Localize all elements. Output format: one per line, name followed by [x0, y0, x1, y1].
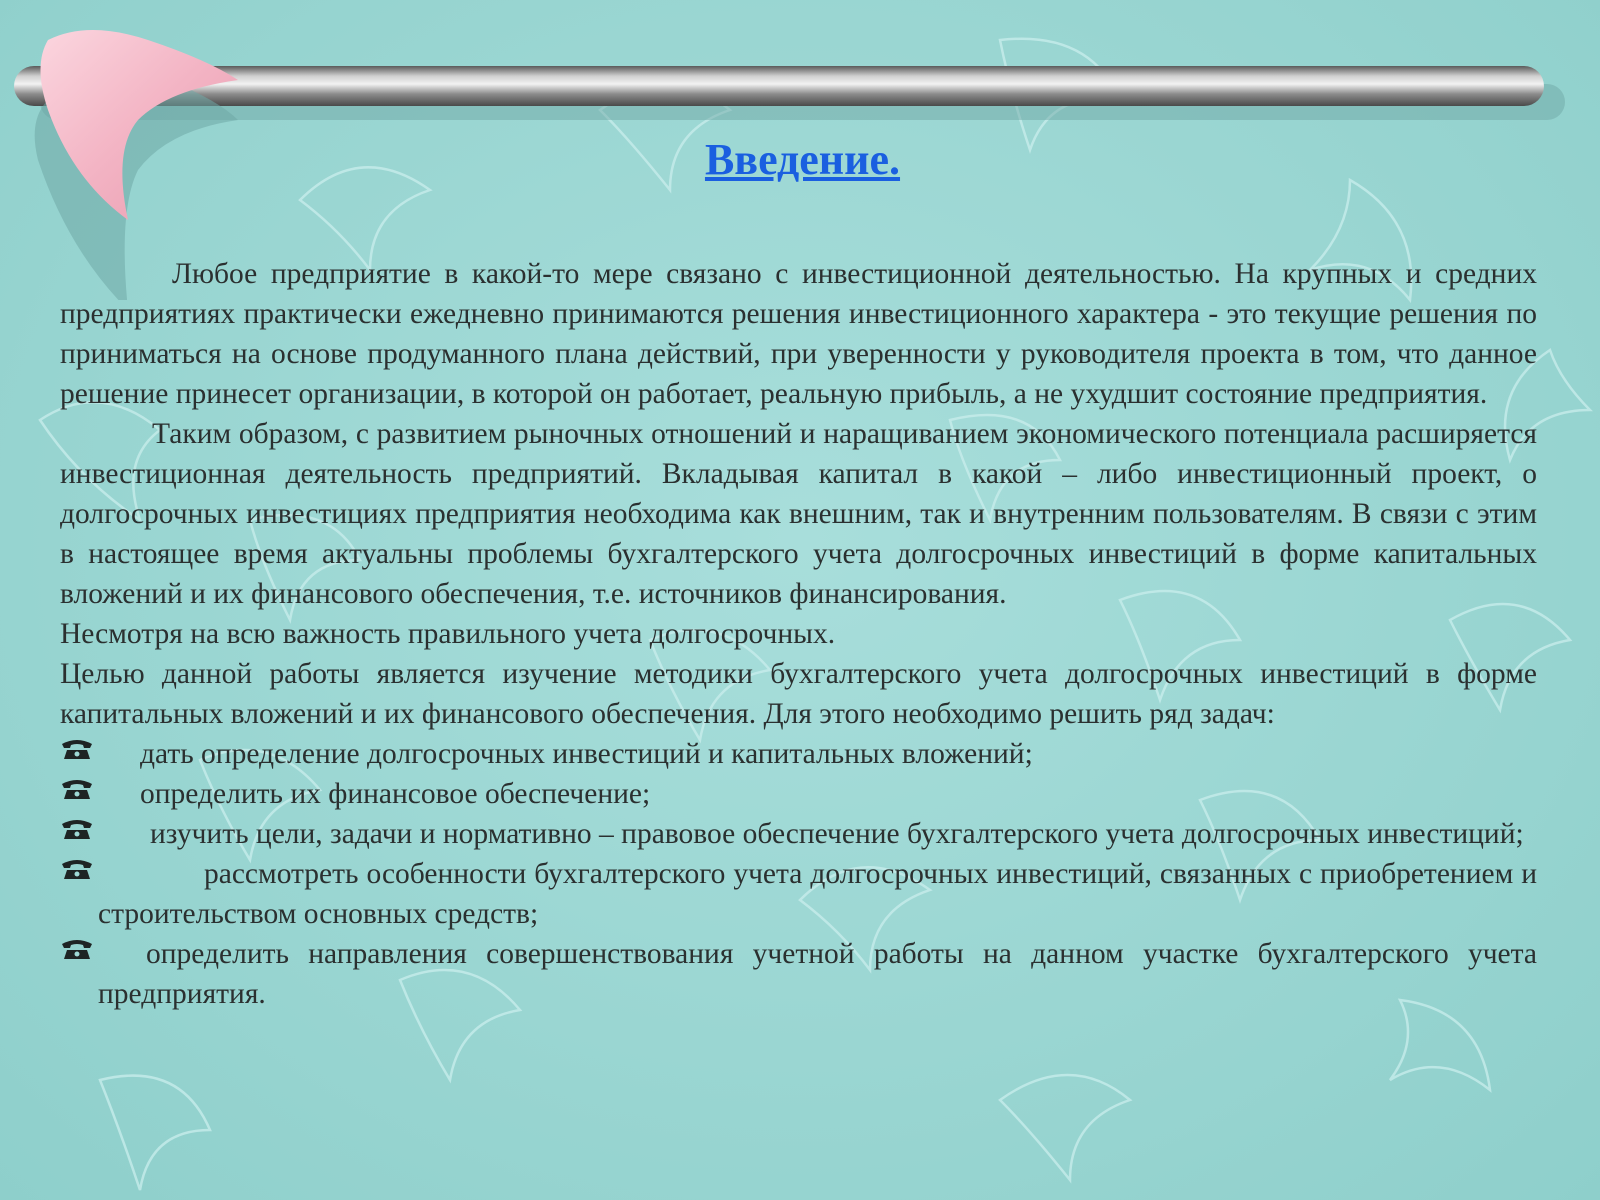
list-item [60, 854, 1537, 934]
list-item-text: рассмотреть особенности бухгалтерского учета долгосрочных инвестиций, связанных с приобретением и строительством основных средств; [98, 858, 1537, 930]
telephone-icon [60, 938, 94, 960]
list-item [60, 814, 1537, 854]
paragraph-4: Целью данной работы является изучение методики бухгалтерского учета долгосрочных инвестиций в форме капитальных вложений и их финансового обеспечения. Для этого необходимо решить ряд задач: [60, 658, 1537, 730]
page-title: Введение. [704, 135, 901, 184]
page-title-container [0, 134, 1600, 185]
list-item-text: определить направления совершенствования учетной работы на данном участке бухгалтерского учета предприятия. [98, 938, 1537, 1010]
list-item-text: изучить цели, задачи и нормативно – правовое обеспечение бухгалтерского учета долгосрочных инвестиций; [150, 818, 1524, 850]
telephone-icon [60, 738, 94, 760]
paragraph-3: Несмотря на всю важность правильного учета долгосрочных. [60, 618, 836, 650]
telephone-icon [60, 778, 94, 800]
list-item-text: дать определение долгосрочных инвестиций и капитальных вложений; [140, 738, 1033, 770]
body-text [60, 254, 1537, 1014]
list-item-text: определить их финансовое обеспечение; [140, 778, 651, 810]
list-item [60, 734, 1537, 774]
telephone-icon [60, 818, 94, 840]
paragraph-1: Любое предприятие в какой-то мере связано с инвестиционной деятельностью. На крупных и средних предприятиях практически ежедневно принимаются решения инвестиционного характера - это текущие решения по приниматься на основе продуманного плана действий, при уверенности у руководителя проекта в том, что данное решение принесет организации, в которой он работает, реальную прибыль, а не ухудшит состояние предприятия. [60, 258, 1537, 410]
list-item [60, 934, 1537, 1014]
task-list [60, 734, 1537, 1014]
paragraph-2: Таким образом, с развитием рыночных отношений и наращиванием экономического потенциала расширяется инвестиционная деятельность предприятий. Вкладывая капитал в какой – либо инвестиционный проект, о долгосрочных инвестициях предприятия необходима как внешним, так и внутренним пользователям. В связи с этим в настоящее время актуальны проблемы бухгалтерского учета долгосрочных инвестиций в форме капитальных вложений и их финансового обеспечения, т.е. источников финансирования. [60, 418, 1537, 610]
telephone-icon [60, 858, 94, 880]
list-item [60, 774, 1537, 814]
